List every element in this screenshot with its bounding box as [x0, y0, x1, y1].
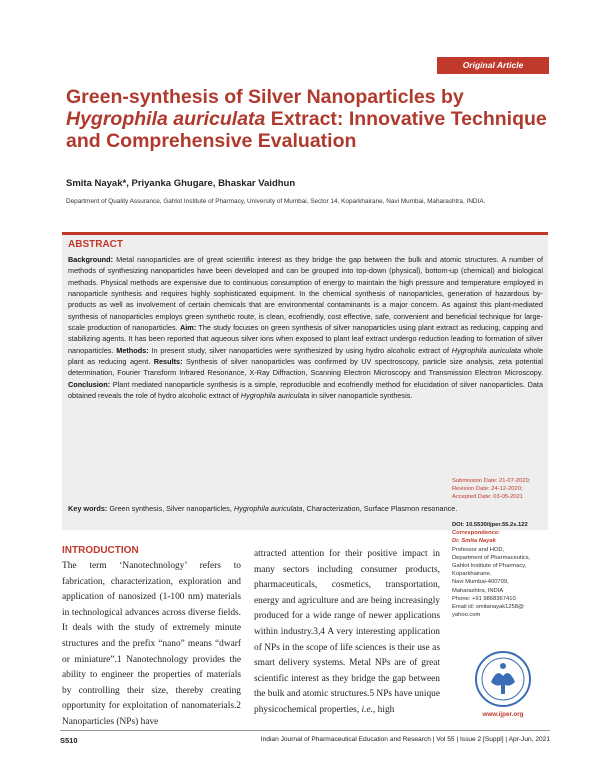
footer-divider	[60, 730, 550, 731]
intro-column-2-ie: i.e.	[361, 704, 373, 715]
article-type-badge: Original Article	[437, 57, 549, 74]
intro-column-1: The term ‘Nanotechnology’ refers to fabrication, characterization, exploration and application of nanosized (1-100 nm) materials in technological advances across diverse fields. It deals with the study of extremely minute structures and the prefix “nano” means “dwarf or miniature”.1 Nanotechnology provides the ability to engineer the properties of materials by controlling their size, thereby creating opportunity for exploitation of nanomaterials.2 Nanoparticles (NPs) have	[62, 561, 241, 727]
correspondence-line: Professor and HOD,	[452, 546, 505, 553]
intro-column-2	[254, 547, 440, 719]
keywords	[68, 503, 458, 514]
correspondence-email-domain[interactable]: yahoo.com	[452, 612, 481, 619]
revision-date: Revision Date: 24-12-2020;	[452, 486, 523, 493]
keywords-text-end: , Characterization, Surface Plasmon resonance.	[302, 504, 458, 513]
correspondence-line: Maharashtra, INDIA	[452, 587, 504, 594]
correspondence-line: Navi Mumbai-400709,	[452, 579, 509, 586]
correspondence-phone: Phone: +91 9868367410	[452, 595, 516, 602]
accepted-date: Accepted Date: 03-05-2021	[452, 494, 523, 501]
abstract-methods: In present study, silver nanoparticles were synthesized by using hydro alcoholic extract of	[148, 345, 452, 355]
title-line-2	[66, 108, 556, 130]
title-species: Hygrophila auriculata	[66, 108, 266, 130]
keywords-label: Key words:	[68, 504, 108, 513]
abstract-results: Synthesis of silver nanoparticles was confirmed by UV spectroscopy, particle size analysis, zeta potential determination, Fourier Transform Infrared Resonance, X-Ray Diffraction, Scanning Electron Microscopy and Transmission Electron Microscopy.	[68, 357, 543, 378]
article-title	[66, 86, 556, 152]
correspondence-name: Dr. Smita Nayak	[452, 538, 496, 545]
keywords-species: Hygrophila auriculata	[233, 504, 303, 513]
journal-citation: Indian Journal of Pharmaceutical Education and Research | Vol 55 | Issue 2 [Suppl] | Apr-Jun, 2021	[260, 736, 550, 743]
abstract-heading: ABSTRACT	[68, 239, 123, 250]
abstract-aim-label: Aim:	[179, 323, 197, 333]
correspondence-email[interactable]: Email id: smitanayak1258@	[452, 604, 524, 611]
abstract-background-label: Background:	[68, 255, 113, 264]
abstract-conclusion: Plant mediated nanoparticle synthesis is a simple, reproducible and ecofriendly method for elucidation of silver nanoparticles. Data obtained reveals the role of hydro alcoholic extract of	[68, 379, 543, 401]
affiliation: Department of Quality Assurance, Gahlot Institute of Pharmacy, University of Mumbai, Sector 14, Koparkhairane, Navi Mumbai, Maharashtra, INDIA.	[66, 198, 486, 205]
dates-block	[452, 477, 552, 502]
page-number: S510	[60, 736, 78, 745]
submission-date: Submission Date: 21-07-2020;	[452, 478, 531, 484]
doi[interactable]: DOI: 10.5530/ijper.55.2s.122	[452, 522, 528, 528]
abstract-aim: The study focuses on green synthesis of silver nanoparticles using plant extract as reducing, capping and stabilizing agents. It has been reported that aqueous silver ions when exposed to plant leaf extract undergo reduction leading to formation of silver nanoparticles.	[68, 323, 543, 355]
title-line-1: Green-synthesis of Silver Nanoparticles by	[66, 86, 464, 108]
title-line-2-rest: Extract: Innovative Technique	[265, 108, 547, 130]
introduction-heading: INTRODUCTION	[62, 545, 139, 556]
author-list: Smita Nayak*, Priyanka Ghugare, Bhaskar Vaidhun	[66, 178, 296, 189]
correspondence-line: Department of Pharmaceutics,	[452, 554, 531, 561]
title-line-3: and Comprehensive Evaluation	[66, 130, 357, 152]
journal-website[interactable]: www.ijper.org	[482, 711, 524, 718]
intro-column-2-text: attracted attention for their positive impact in many sectors including consumer products, pharmaceuticals, cosmetics, transportation, energy and agriculture and are being increasingly produced for a wide range of newer applications within industry.3,4 A very interesting application of NPs in the scope of life sciences is their use as smart delivery systems. Metal NPs are of great scientific interest as they bridge the gap between the bulk and atomic structures.5 NPs have unique physicochemical properties,	[254, 549, 440, 715]
keywords-text: Green synthesis, Silver nanoparticles,	[107, 504, 234, 513]
abstract-methods-species: Hygrophila auriculata	[451, 345, 522, 355]
correspondence-block	[452, 521, 552, 619]
correspondence-line: Koparkhairane,	[452, 571, 492, 578]
abstract-conclusion-end: in silver nanoparticle synthesis.	[309, 391, 413, 401]
abstract-conclusion-species: Hygrophila auriculata	[240, 391, 310, 401]
abstract-results-label: Results:	[153, 357, 183, 367]
abstract-background: Metal nanoparticles are of great scientific interest as they bridge the gap between the bulk and atomic structures. A number of methods of synthesizing nanoparticles have been developed and can be grouped into top-down (physical), bottom-up (chemical) and biological methods. Physical methods are expensive due to continuous consumption of energy to maintain the high pressure and temperature employed in nanoparticle synthesis and requires highly sophisticated equipment. In the chemical synthesis of nanoparticles, generation of hazardous by-products as well as involvement of certain chemicals that are environmental contaminants is a major concern. As against this plant-mediated synthesis of nanoparticles employs green synthetic route, is clean, ecofriendly, cost effective, safe, convenient and beneficial technique for large-scale production of nanoparticles.	[68, 255, 543, 333]
correspondence-line: Gahlot Institute of Pharmacy,	[452, 563, 527, 570]
abstract-methods-end: whole plant as reducing agent.	[68, 345, 543, 367]
journal-logo	[474, 650, 532, 708]
intro-column-2-end: , high	[372, 704, 395, 715]
abstract-conclusion-label: Conclusion:	[68, 379, 111, 389]
abstract-methods-label: Methods:	[116, 345, 149, 355]
abstract-text	[68, 254, 543, 401]
correspondence-label: Correspondence:	[452, 530, 500, 537]
